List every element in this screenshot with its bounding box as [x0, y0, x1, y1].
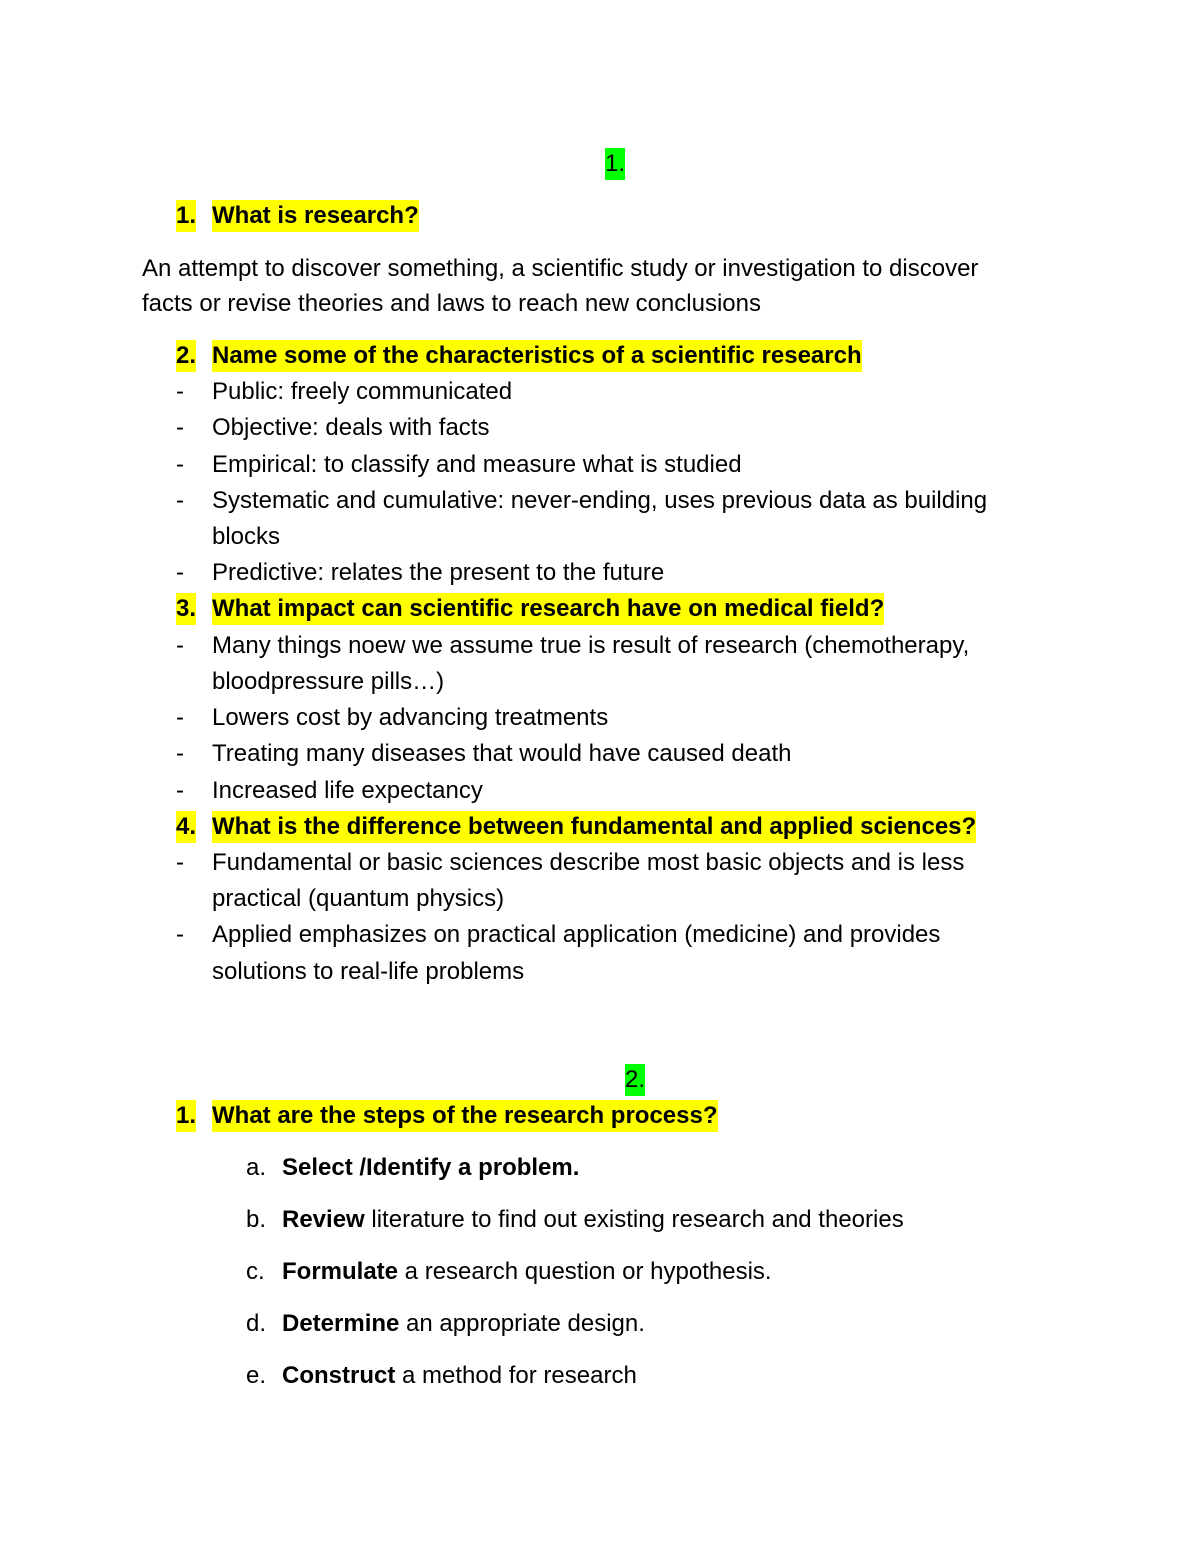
list-dash: - — [176, 740, 184, 767]
step-bold-text: Review — [282, 1206, 365, 1233]
list-dash: - — [176, 921, 184, 948]
list-item-text: practical (quantum physics) — [212, 885, 505, 912]
list-dash: - — [176, 559, 184, 586]
list-item-text: Applied emphasizes on practical application (medicine) and provides — [212, 921, 941, 948]
section-2-number: 2. — [625, 1064, 645, 1096]
question-3-number: 3. — [176, 593, 196, 625]
list-item-text: Systematic and cumulative: never-ending, uses previous data as building — [212, 487, 988, 514]
list-item-text: Lowers cost by advancing treatments — [212, 704, 609, 731]
step-letter: b. — [246, 1206, 267, 1233]
question-2-number: 2. — [176, 340, 196, 372]
question-4-number: 4. — [176, 811, 196, 843]
step-letter: e. — [246, 1362, 267, 1389]
list-item-text: Treating many diseases that would have caused death — [212, 740, 792, 767]
list-dash: - — [176, 704, 184, 731]
section-1-number: 1. — [605, 148, 625, 180]
list-dash: - — [176, 378, 184, 405]
list-item-text: Public: freely communicated — [212, 378, 513, 405]
list-item-text: Many things noew we assume true is result of research (chemotherapy, — [212, 632, 970, 659]
answer-1-line-2: facts or revise theories and laws to reach new conclusions — [142, 290, 761, 317]
list-item-text: blocks — [212, 523, 281, 550]
answer-1-line-1: An attempt to discover something, a scientific study or investigation to discover — [142, 255, 979, 282]
step-bold-text: Determine — [282, 1310, 400, 1337]
list-item-text: Objective: deals with facts — [212, 414, 490, 441]
step-text: a research question or hypothesis. — [398, 1258, 772, 1285]
question-4-text: What is the difference between fundamental and applied sciences? — [212, 811, 976, 843]
list-item-text: Fundamental or basic sciences describe most basic objects and is less — [212, 849, 965, 876]
list-item-text: Increased life expectancy — [212, 777, 483, 804]
list-dash: - — [176, 487, 184, 514]
step-text: an appropriate design. — [399, 1310, 645, 1337]
question-1-text: What is research? — [212, 200, 419, 232]
question-1-number: 1. — [176, 200, 196, 232]
step-text: a method for research — [395, 1362, 637, 1389]
section-2-question-1-number: 1. — [176, 1100, 196, 1132]
list-item-text: bloodpressure pills…) — [212, 668, 445, 695]
list-dash: - — [176, 849, 184, 876]
step-text: literature to find out existing research and theories — [364, 1206, 904, 1233]
list-item-text: Empirical: to classify and measure what is studied — [212, 451, 742, 478]
list-item-text: solutions to real-life problems — [212, 958, 525, 985]
step-bold-text: Construct — [282, 1362, 396, 1389]
list-dash: - — [176, 777, 184, 804]
section-2-question-1-text: What are the steps of the research process? — [212, 1100, 718, 1132]
list-item-text: Predictive: relates the present to the future — [212, 559, 665, 586]
step-letter: a. — [246, 1154, 267, 1181]
list-dash: - — [176, 451, 184, 478]
step-bold-text: Select /Identify a problem. — [282, 1154, 580, 1181]
step-letter: d. — [246, 1310, 267, 1337]
list-dash: - — [176, 632, 184, 659]
step-letter: c. — [246, 1258, 265, 1285]
list-dash: - — [176, 414, 184, 441]
question-2-text: Name some of the characteristics of a scientific research — [212, 340, 862, 372]
step-bold-text: Formulate — [282, 1258, 399, 1285]
question-3-text: What impact can scientific research have on medical field? — [212, 593, 884, 625]
